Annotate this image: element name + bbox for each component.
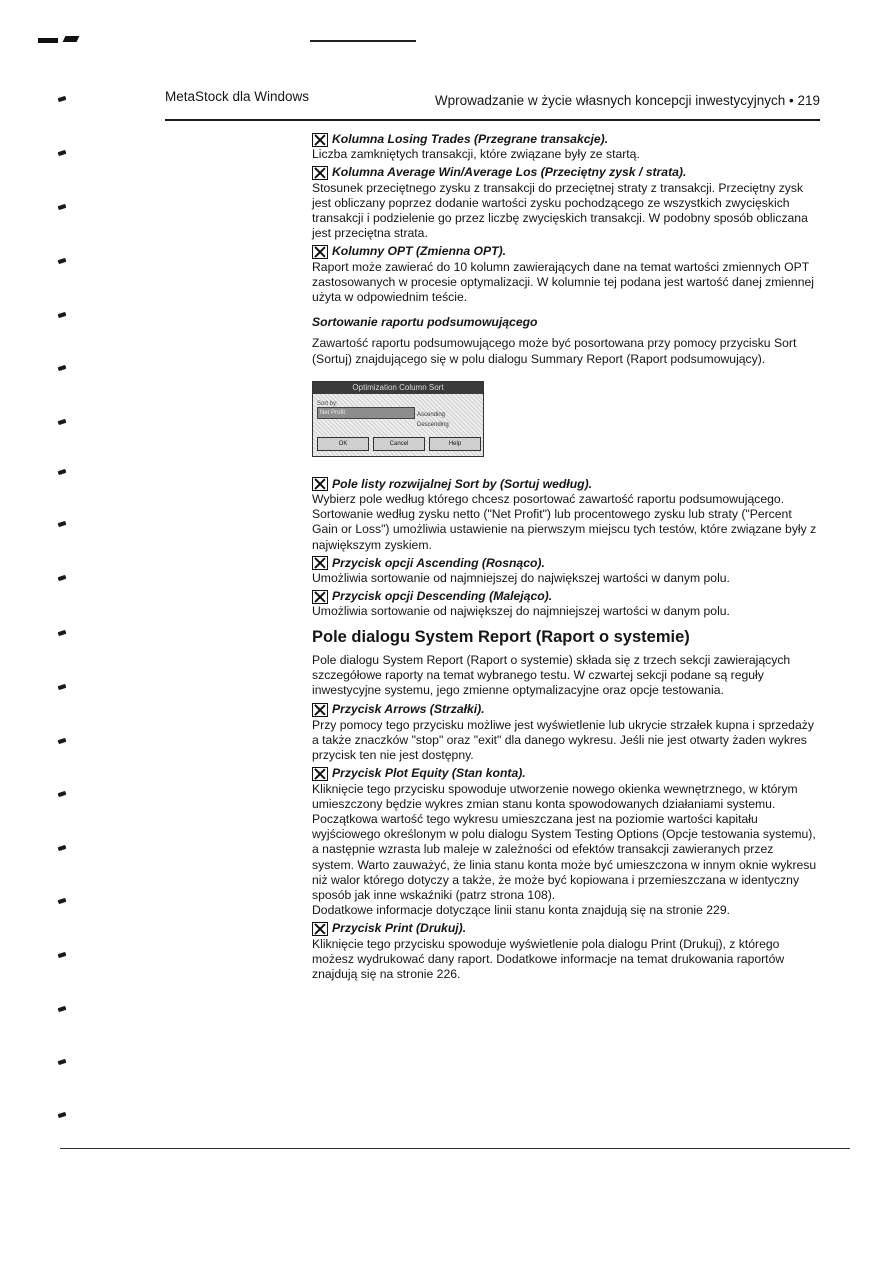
binding-hole-mark — [58, 204, 67, 210]
binding-hole-mark — [58, 845, 67, 851]
definition-title: Kolumna Losing Trades (Przegrane transakcje). — [332, 132, 609, 146]
binding-hole-mark — [58, 630, 67, 636]
dialog-help-button: Help — [429, 437, 481, 451]
definition-item — [312, 921, 817, 982]
page-header — [165, 89, 820, 121]
binding-hole-mark — [58, 1059, 67, 1065]
sort-paragraph: Zawartość raportu podsumowującego może być posortowana przy pomocy przycisku Sort (Sortuj) znajdującego się w polu dialogu Summary Report (Raport podsumowujący). — [312, 336, 797, 366]
definition-text: Kliknięcie tego przycisku spowoduje wyświetlenie pola dialogu Print (Drukuj), z którego możesz wydrukować dany raport. Dodatkowe informacje na temat drukowania raportów znajdują się na stronie 226. — [312, 936, 785, 981]
checkbox-x-icon — [312, 245, 328, 259]
dialog-ok-button: OK — [317, 437, 369, 451]
definition-item — [312, 589, 817, 619]
binding-hole-mark — [58, 898, 67, 904]
binding-hole-mark — [58, 791, 67, 797]
definition-text: Umożliwia sortowanie od najmniejszej do największej wartości w danym polu. — [312, 571, 730, 586]
binding-hole-mark — [58, 150, 67, 156]
dialog-screenshot — [312, 381, 484, 457]
dialog-cancel-button: Cancel — [373, 437, 425, 451]
binding-hole-mark — [58, 738, 67, 744]
checkbox-x-icon — [312, 590, 328, 604]
definition-title: Przycisk Arrows (Strzałki). — [332, 702, 485, 717]
dialog-sort-label: Sort by: — [317, 400, 338, 407]
definition-item — [312, 766, 817, 918]
checkbox-x-icon — [312, 703, 328, 717]
binding-hole-mark — [58, 312, 67, 318]
definition-item — [312, 477, 817, 553]
binding-hole-mark — [58, 419, 67, 425]
footer-rule — [60, 1148, 850, 1149]
definition-text: Stosunek przeciętnego zysku z transakcji do przeciętnej straty z transakcji. Przeciętny zysk jest obliczany poprzez dodanie wartości zysku pochodzącego ze wszystkich zwycięskich transakcji i podzielenie go przez liczbę zwycięskich transakcji. W podobny sposób obliczana jest przeciętna strata. — [312, 180, 808, 241]
scan-corner-mark — [38, 38, 58, 43]
page-content — [312, 132, 817, 985]
definition-text: Kliknięcie tego przycisku spowoduje utworzenie nowego okienka wewnętrznego, w którym umieszczony będzie wykres zmian stanu konta spowodowanych działaniami systemu. Początkowa wartość tego wykresu umieszczana jest na poziomie wartości kapitału wyjściowego określonym w polu dialogu System Testing Options (Opcje testowania systemu), a następnie wzrasta lub maleje w zależności od efektów transakcji zawieranych przez system. Warto zauważyć, że linia stanu konta może być umieszczona w innym oknie wykresu niż walor którego dotyczy a także, że może być kopiowana i przemieszczana w identyczny sposób jak inne wskaźniki (patrz strona 108). — [312, 781, 817, 902]
definition-title: Kolumna Average Win/Average Los (Przeciętny zysk / strata). — [332, 165, 687, 180]
binding-hole-mark — [58, 469, 67, 475]
definition-title: Kolumny OPT (Zmienna OPT). — [332, 244, 507, 259]
dialog-radio-descending: Descending — [417, 421, 449, 428]
subsection-heading: Sortowanie raportu podsumowującego — [312, 315, 538, 330]
definition-item — [312, 244, 817, 305]
binding-hole-mark — [58, 952, 67, 958]
checkbox-x-icon — [312, 133, 328, 147]
binding-hole-mark — [58, 258, 67, 264]
definition-text: Umożliwia sortowanie od największej do najmniejszej wartości w danym polu. — [312, 604, 730, 619]
binding-hole-mark — [58, 1006, 67, 1012]
binding-hole-mark — [58, 365, 67, 371]
checkbox-x-icon — [312, 922, 328, 936]
section-paragraph: Pole dialogu System Report (Raport o systemie) składa się z trzech sekcji zawierających szczegółowe raporty na temat wybranego testu. W czwartej sekcji podane są reguły inwestycyjne systemu, jego zmienne optymalizacyjne oraz opcje testowania. — [312, 652, 791, 698]
scan-corner-mark — [63, 36, 80, 42]
definition-text: Wybierz pole według którego chcesz posortować zawartość raportu podsumowującego. Sortowanie według zysku netto ("Net Profit") lub procentowego zysku lub straty ("Percent Gain or Loss") umożliwia ustawienie na pierwszym miejscu tych testów, które związane były z największym zyskiem. — [312, 492, 817, 552]
header-chapter-title: Wprowadzanie w życie własnych koncepcji inwestycyjnych • 219 — [434, 93, 820, 108]
section-title: Pole dialogu System Report (Raport o systemie) — [312, 627, 690, 646]
checkbox-x-icon — [312, 767, 328, 781]
checkbox-x-icon — [312, 477, 328, 491]
definition-item — [312, 556, 817, 586]
definition-title: Pole listy rozwijalnej Sort by (Sortuj według). — [332, 476, 593, 491]
definition-extra-text: Dodatkowe informacje dotyczące linii stanu konta znajdują się na stronie 229. — [312, 903, 730, 918]
binding-hole-mark — [58, 1112, 67, 1118]
definition-title: Przycisk opcji Descending (Malejąco). — [332, 589, 553, 604]
dialog-sort-dropdown: Net Profit — [317, 407, 415, 419]
definition-item — [312, 702, 817, 763]
definition-item — [312, 132, 817, 162]
binding-hole-mark — [58, 575, 67, 581]
definition-item — [312, 165, 817, 241]
definition-text: Liczba zamkniętych transakcji, które związane były ze startą. — [312, 147, 640, 162]
definition-text: Raport może zawierać do 10 kolumn zawierających dane na temat wartości zmiennych OPT zastosowanych w procesie optymalizacji. W kolumnie tej podana jest wartość danej zmiennej użyta w odpowiednim teście. — [312, 259, 814, 305]
binding-hole-mark — [58, 684, 67, 690]
checkbox-x-icon — [312, 556, 328, 570]
binding-hole-mark — [58, 521, 67, 527]
definition-title: Przycisk opcji Ascending (Rosnąco). — [332, 555, 545, 570]
dialog-title: Optimization Column Sort — [313, 382, 483, 394]
definition-text: Przy pomocy tego przycisku możliwe jest wyświetlenie lub ukrycie strzałek kupna i sprzedaży a także znaczków "stop" oraz "exit" dla danego wykresu. Jeśli nie jest otwarty żaden wykres przycisk ten nie jest dostępny. — [312, 717, 814, 763]
dialog-radio-ascending: Ascending — [417, 411, 446, 418]
scan-top-line — [310, 40, 416, 42]
checkbox-x-icon — [312, 166, 328, 180]
definition-title: Przycisk Plot Equity (Stan konta). — [332, 766, 526, 781]
definition-title: Przycisk Print (Drukuj). — [332, 921, 467, 936]
binding-hole-mark — [58, 96, 67, 102]
header-book-title: MetaStock dla Windows — [165, 89, 310, 104]
